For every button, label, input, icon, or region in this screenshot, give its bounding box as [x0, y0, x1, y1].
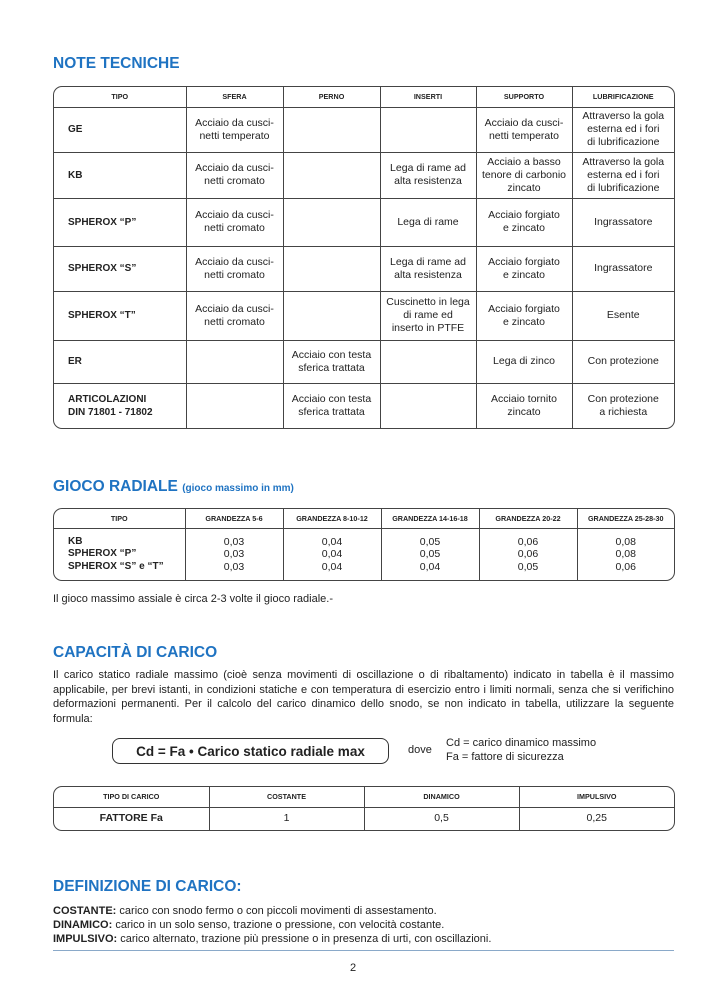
- table-row: [54, 152, 674, 198]
- table-cell: Attraverso la gola esterna ed i fori di lubrificazione: [572, 107, 674, 152]
- table-cell: Acciaio tornito zincato: [476, 383, 572, 428]
- formula-legend-cd: Cd = carico dinamico massimo: [446, 737, 597, 749]
- table-row: [54, 291, 674, 340]
- fattore-impulsivo: 0,25: [519, 807, 674, 830]
- table-cell: Acciaio da cusci- netti cromato: [186, 152, 283, 198]
- def-text-impulsivo: carico alternato, trazione più pressione o in presenza di urti, con oscillazioni.: [120, 933, 492, 945]
- gioco-col-2: 0,04 0,04 0,04: [283, 528, 381, 580]
- table-row: [54, 198, 674, 246]
- def-term-impulsivo: IMPULSIVO:: [53, 933, 118, 945]
- table-cell: Con protezione: [572, 340, 674, 383]
- gioco-header-g3: GRANDEZZA 14-16-18: [381, 509, 479, 528]
- gioco-subtitle: (gioco massimo in mm): [182, 483, 294, 494]
- table-cell: [380, 383, 476, 428]
- table-cell: Attraverso la gola esterna ed i fori di lubrificazione: [572, 152, 674, 198]
- table-cell: Acciaio da cusci- netti temperato: [476, 107, 572, 152]
- table-cell: GE: [54, 107, 186, 152]
- gioco-radiale-table: [53, 508, 675, 581]
- def-item-impulsivo: [53, 932, 491, 946]
- fattore-costante: 1: [209, 807, 364, 830]
- gioco-header-tipo: TIPO: [54, 509, 185, 528]
- section-title-capacita: CAPACITÀ DI CARICO: [53, 644, 218, 661]
- definizione-list: [53, 904, 491, 946]
- gioco-col-3: 0,05 0,05 0,04: [381, 528, 479, 580]
- table-cell: ER: [54, 340, 186, 383]
- note-tecniche-table: [53, 86, 675, 429]
- def-item-costante: [53, 904, 491, 918]
- formula-dove: dove: [408, 744, 432, 756]
- table-cell: [380, 107, 476, 152]
- fattore-header-impulsivo: IMPULSIVO: [519, 787, 674, 807]
- table-cell: Acciaio con testa sferica trattata: [283, 383, 380, 428]
- gioco-col-1: 0,03 0,03 0,03: [185, 528, 283, 580]
- footer-rule: [53, 950, 674, 951]
- table-row: [54, 383, 674, 428]
- gioco-header-g4: GRANDEZZA 20-22: [479, 509, 577, 528]
- table-cell: Ingrassatore: [572, 246, 674, 291]
- table-cell: [380, 340, 476, 383]
- fattore-header-dinamico: DINAMICO: [364, 787, 519, 807]
- table-cell: SPHEROX “S”: [54, 246, 186, 291]
- table-cell: Acciaio da cusci- netti cromato: [186, 291, 283, 340]
- table-cell: Esente: [572, 291, 674, 340]
- table-row: [54, 246, 674, 291]
- gioco-col-4: 0,06 0,06 0,05: [479, 528, 577, 580]
- table-cell: ARTICOLAZIONI DIN 71801 - 71802: [54, 383, 186, 428]
- gioco-title: GIOCO RADIALE: [53, 478, 178, 495]
- table-cell: [283, 198, 380, 246]
- formula-box: Cd = Fa • Carico statico radiale max: [112, 738, 389, 764]
- table-cell: Lega di rame ad alta resistenza: [380, 152, 476, 198]
- fattore-header-tipo: TIPO DI CARICO: [54, 787, 209, 807]
- fattore-label: FATTORE Fa: [54, 807, 209, 830]
- table-cell: Lega di rame ad alta resistenza: [380, 246, 476, 291]
- fattore-dinamico: 0,5: [364, 807, 519, 830]
- table-cell: [186, 383, 283, 428]
- table-row: [54, 107, 674, 152]
- table-cell: SPHEROX “P”: [54, 198, 186, 246]
- table-cell: [283, 107, 380, 152]
- fattore-header-costante: COSTANTE: [209, 787, 364, 807]
- table-cell: KB: [54, 152, 186, 198]
- table-cell: Ingrassatore: [572, 198, 674, 246]
- def-term-dinamico: DINAMICO:: [53, 919, 113, 931]
- header-inserti: INSERTI: [380, 87, 476, 107]
- capacita-paragraph: Il carico statico radiale massimo (cioè senza movimenti di oscillazione o di ribaltamento) indicato in tabella è il massimo applicabile, per brevi istanti, in condizioni statiche e con temperatura di esercizio entro i limiti normali, senza che si verifichino deformazioni permanenti. Per il calcolo del carico dinamico dello snodo, se non indicato in tabella, utilizzare la seguente formula:: [53, 669, 674, 725]
- header-lubrificazione: LUBRIFICAZIONE: [572, 87, 674, 107]
- table-cell: Acciaio forgiato e zincato: [476, 246, 572, 291]
- table-cell: Acciaio forgiato e zincato: [476, 198, 572, 246]
- table-cell: SPHEROX “T”: [54, 291, 186, 340]
- section-title-note-tecniche: NOTE TECNICHE: [53, 55, 180, 72]
- gioco-types: KB SPHEROX “P” SPHEROX “S” e “T”: [54, 528, 185, 580]
- table-row: [54, 340, 674, 383]
- table-cell: Acciaio da cusci- netti cromato: [186, 246, 283, 291]
- formula-legend-fa: Fa = fattore di sicurezza: [446, 751, 564, 763]
- gioco-header-g5: GRANDEZZA 25-28-30: [577, 509, 674, 528]
- header-perno: PERNO: [283, 87, 380, 107]
- def-term-costante: COSTANTE:: [53, 905, 117, 917]
- fattore-table: [53, 786, 675, 831]
- table-cell: Cuscinetto in lega di rame ed inserto in PTFE: [380, 291, 476, 340]
- table-cell: Acciaio a basso tenore di carbonio zincato: [476, 152, 572, 198]
- gioco-col-5: 0,08 0,08 0,06: [577, 528, 674, 580]
- table-cell: [283, 152, 380, 198]
- table-cell: [283, 246, 380, 291]
- header-tipo: TIPO: [54, 87, 186, 107]
- table-cell: Con protezione a richiesta: [572, 383, 674, 428]
- def-text-dinamico: carico in un solo senso, trazione o pressione, con velocità costante.: [115, 919, 445, 931]
- table-cell: Acciaio con testa sferica trattata: [283, 340, 380, 383]
- table-cell: Acciaio forgiato e zincato: [476, 291, 572, 340]
- table-cell: Lega di zinco: [476, 340, 572, 383]
- def-text-costante: carico con snodo fermo o con piccoli movimenti di assestamento.: [119, 905, 437, 917]
- gioco-note: Il gioco massimo assiale è circa 2-3 volte il gioco radiale.-: [53, 593, 334, 605]
- page-number: 2: [349, 962, 357, 974]
- gioco-header-g2: GRANDEZZA 8-10-12: [283, 509, 381, 528]
- header-sfera: SFERA: [186, 87, 283, 107]
- table-cell: Acciaio da cusci- netti cromato: [186, 198, 283, 246]
- header-supporto: SUPPORTO: [476, 87, 572, 107]
- section-title-definizione: DEFINIZIONE DI CARICO:: [53, 878, 242, 895]
- table-cell: Lega di rame: [380, 198, 476, 246]
- gioco-header-g1: GRANDEZZA 5-6: [185, 509, 283, 528]
- table-cell: [283, 291, 380, 340]
- table-cell: Acciaio da cusci- netti temperato: [186, 107, 283, 152]
- table-cell: [186, 340, 283, 383]
- section-title-gioco-radiale: [53, 478, 294, 496]
- def-item-dinamico: [53, 918, 491, 932]
